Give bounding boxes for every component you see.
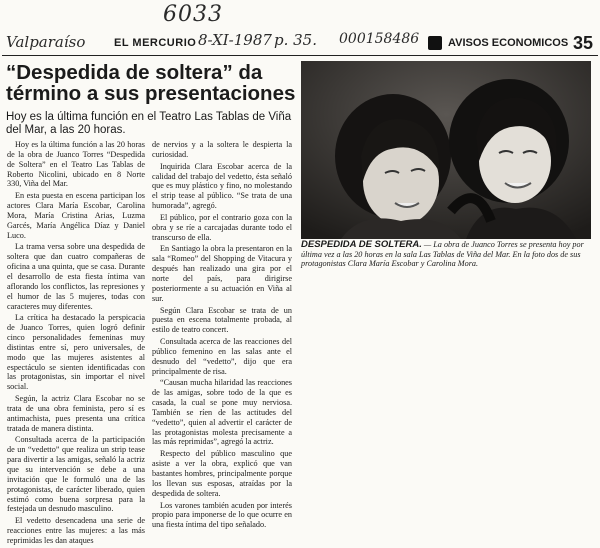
- handwritten-archive-number: 6033: [163, 2, 223, 27]
- section-name: AVISOS ECONOMICOS: [448, 37, 569, 49]
- caption-body: — La obra de Juanco Torres se presenta hoy por última vez a las 20 horas en la sala Las Tablas de Viña del Mar. En la foto dos de sus protagonistas Clara María Escobar y Carolina Mora.: [301, 240, 584, 268]
- article-column-2: [152, 140, 292, 532]
- article-paragraph: Según, la actriz Clara Escobar no se trata de una obra feminista, pero sí es antimachista, pues presenta una crítica tratada de manera distinta.: [7, 394, 145, 433]
- handwritten-city: Valparaíso: [6, 33, 86, 51]
- article-paragraph: de nervios y a la soltera le despierta la curiosidad.: [152, 140, 292, 159]
- article-paragraph: El vedetto desencadena una serie de reacciones entre las mujeres: a las más reprimidas les dan ataques: [7, 516, 145, 545]
- article-paragraph: Respecto del público masculino que asiste a ver la obra, explicó que van bastantes hombres, principalmente porque los llevan sus esposas, atraídas por la despedida de soltera.: [152, 449, 292, 498]
- article-paragraph: La crítica ha destacado la perspicacia de Juanco Torres, quien logró definir cinco personalidades femeninas muy distintas entre sí, pero universales, de modo que las mujeres asistentes al espectáculo se sienten identificadas con las protagonistas, sin importar el nivel social.: [7, 313, 145, 392]
- photo-caption: [301, 240, 591, 269]
- photo-two-actresses: [301, 61, 591, 239]
- section-logo-icon: [428, 36, 442, 50]
- article-column-1: [7, 140, 145, 548]
- page-number: 35: [573, 33, 594, 53]
- article-paragraph: Inquirida Clara Escobar acerca de la calidad del trabajo del vedetto, ésta señaló que es muy plástico y fino, no molestando el strip tease al público. “Se trata de una humorada”, agregó.: [152, 161, 292, 211]
- article-subhead: Hoy es la última función en el Teatro Las Tablas de Viña del Mar, a las 20 horas.: [6, 111, 292, 136]
- article-paragraph: Hoy es la última función a las 20 horas de la obra de Juanco Torres “Despedida de Soltera” en el Teatro Las Tablas de Roberto Nicolini, ubicado en 8 Norte 330, Viña del Mar.: [7, 140, 145, 189]
- masthead: [2, 33, 598, 56]
- article-paragraph: Consultada acerca de las reacciones del público femenino en las salas ante el desnudo del “vedetto”, dijo que era principalmente de risa.: [152, 337, 292, 376]
- article-paragraph: Consultada acerca de la participación de un “vedetto” que realiza un strip tease para divertir a las amigas, señaló la actriz que su intervención se debe a una invitación que le formuló una de las protagonistas, de carácter liberado, quien estimó como buena sorpresa para la festejada un desnudo masculino.: [7, 435, 145, 514]
- article-paragraph: En Santiago la obra la presentaron en la sala “Romeo” del Shopping de Vitacura y después han realizado una gira por el norte del país, para dirigirse posteriormente a su actuación en Viña al sur.: [152, 244, 292, 303]
- article-paragraph: La trama versa sobre una despedida de soltera que dan cuatro compañeras de oficina a una quinta, que se casa. Durante el desarrollo de esta fiesta íntima van aflorando los conflictos, las represiones y el humor de las 5 mujeres, todas con caracteres muy diferentes.: [7, 242, 145, 311]
- handwritten-code: 000158486: [339, 31, 420, 47]
- article-headline: “Despedida de soltera” da término a sus presentaciones: [6, 61, 296, 105]
- article-paragraph: El público, por el contrario goza con la obra y se ríe a carcajadas durante todo el transcurso de ella.: [152, 212, 292, 242]
- article-paragraph: Según Clara Escobar se trata de un puesta en escena totalmente probada, al estilo de teatro concert.: [152, 305, 292, 335]
- handwritten-page: p. 35.: [274, 31, 317, 49]
- caption-title: DESPEDIDA DE SOLTERA.: [301, 239, 422, 250]
- article-photo: [301, 61, 591, 239]
- article-paragraph: Los varones también acuden por interés propio para imponerse de lo que ocurre en una fiesta íntima del tipo señalado.: [152, 500, 292, 530]
- article-paragraph: “Causan mucha hilaridad las reacciones de las amigas, sobre todo de la que es casada, la cual se pone muy nerviosa. También se ríen de las actitudes del “vedetto”, quien al advertir el carácter de las protagonistas molesta precisamente a las más reprimidas”, agregó la actriz.: [152, 378, 292, 447]
- newspaper-name: EL MERCURIO: [114, 37, 197, 49]
- article-paragraph: En esta puesta en escena participan los actores Clara María Escobar, Carolina Mora, María Cristina Arias, Luzma Garcés, María Angélica Díaz y Daniel Luco.: [7, 191, 145, 240]
- handwritten-date: 8-XI-1987: [198, 31, 272, 49]
